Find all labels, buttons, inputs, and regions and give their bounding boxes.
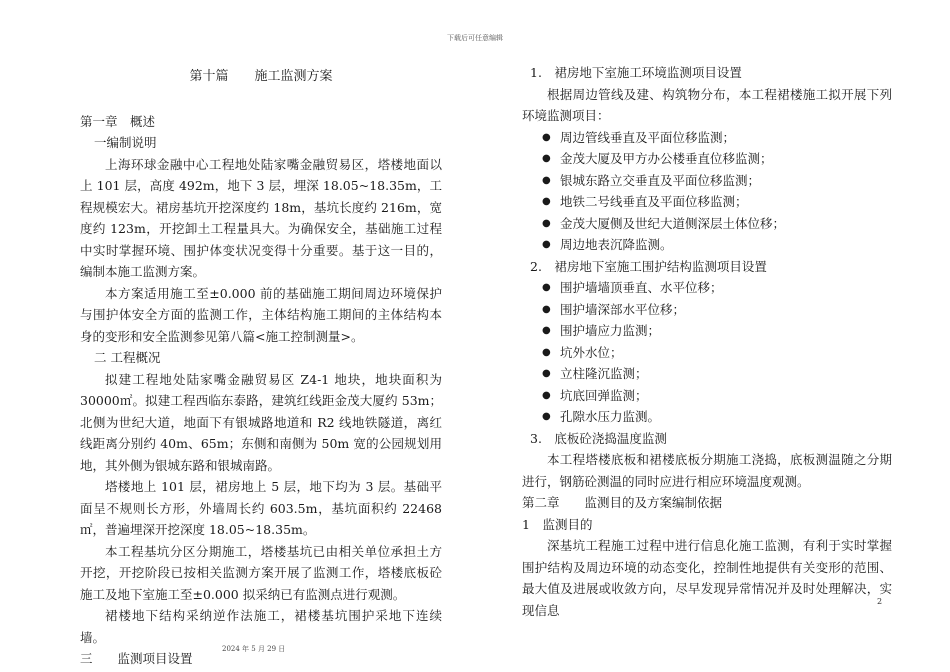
paragraph: 深基坑工程施工过程中进行信息化施工监测，有利于实时掌握围护结构及周边环境的动态变化，控制性地提供有关变形的范围、最大值及进展或收敛方向，尽早发现异常情况并及时处理解决，实现信息 <box>522 538 892 618</box>
chapter-heading: 第二章 监测目的及方案编制依据 <box>522 495 723 510</box>
paragraph: 根据周边管线及建、构筑物分布，本工程裙楼施工拟开展下列环境监测项目： <box>522 86 892 123</box>
chapter-heading: 第一章 概述 <box>80 113 156 129</box>
page-header: 下载后可任意编辑 <box>447 34 503 42</box>
document-title: 第十篇 施工监测方案 <box>189 69 333 84</box>
list-item: ● 坑底回弹监测； <box>522 385 892 407</box>
left-column <box>80 62 442 670</box>
list-item: ● 围护墙深部水平位移； <box>522 299 892 321</box>
list-item: ● 围护墙墙顶垂直、水平位移； <box>522 277 892 299</box>
list-item: ● 周边管线垂直及平面位移监测； <box>522 127 892 149</box>
paragraph: 上海环球金融中心工程地处陆家嘴金融贸易区，塔楼地面以上 101 层，高度 492m，地下 3 层，埋深 18.05~18.35m，工程规模宏大。裙房基坑开挖深度约 18m，基坑长度约 216m，宽度约 123m，开挖卸土工程量具大。为确保安全，基础施工过程中实时掌握环境、围护体变状况变得十分重要。基于这一目的，编制本施工监测方案。 <box>80 156 442 279</box>
paragraph: 本工程塔楼底板和裙楼底板分期施工浇捣，底板测温随之分期进行，钢筋砼测温的同时应进行相应环境温度观测。 <box>522 452 892 489</box>
section-heading: 1 监测目的 <box>522 516 593 532</box>
numbered-heading: 2. 裙房地下室施工围护结构监测项目设置 <box>530 258 767 274</box>
section-heading: 二 工程概况 <box>94 350 161 365</box>
page-footer-date: 2024 年 5 月 29 日 <box>222 645 286 653</box>
list-item: ● 金茂大厦及甲方办公楼垂直位移监测； <box>522 148 892 170</box>
paragraph: 本方案适用施工至±0.000 前的基础施工期间周边环境保护与围护体安全方面的监测工作，主体结构施工期间的主体结构本身的变形和安全监测参见第八篇<施工控制测量>。 <box>80 285 442 344</box>
paragraph: 塔楼地上 101 层，裙房地上 5 层，地下均为 3 层。基础平面呈不规则长方形，外墙周长约 603.5m，基坑面积约 22468㎡，普遍埋深开挖深度 18.05~18.35m。 <box>80 479 442 537</box>
right-column <box>522 62 892 621</box>
numbered-heading: 3. 底板砼浇捣温度监测 <box>530 430 667 446</box>
list-item: ● 孔隙水压力监测。 <box>522 406 892 428</box>
list-item: ● 坑外水位； <box>522 342 892 364</box>
list-item: ● 银城东路立交垂直及平面位移监测； <box>522 170 892 192</box>
list-item: ● 周边地表沉降监测。 <box>522 234 892 256</box>
list-item: ● 金茂大厦侧及世纪大道侧深层土体位移； <box>522 213 892 235</box>
paragraph: 拟建工程地处陆家嘴金融贸易区 Z4-1 地块，地块面积为 30000㎡。拟建工程西临东泰路，建筑红线距金茂大厦约 53m；北侧为世纪大道，地面下有银城路地道和 R2 线地铁隧道，离红线距离分别约 40m、65m；东侧和南侧为 50m 宽的公园规划用地，其外侧为银城东路和银城南路。 <box>80 371 442 473</box>
page-number: 2 <box>877 597 883 606</box>
paragraph: 本工程基坑分区分期施工，塔楼基坑已由相关单位承担土方开挖，开挖阶段已按相关监测方案开展了监测工作，塔楼底板砼施工及地下室施工至±0.000 拟采纳已有监测点进行观测。 <box>80 543 442 602</box>
paragraph: 裙楼地下结构采纳逆作法施工，裙楼基坑围护采地下连续墙。 <box>80 608 442 645</box>
list-item: ● 立柱隆沉监测； <box>522 363 892 385</box>
section-heading: 一编制说明 <box>94 135 157 150</box>
list-item: ● 地铁二号线垂直及平面位移监测； <box>522 191 892 213</box>
numbered-heading: 1. 裙房地下室施工环境监测项目设置 <box>530 65 742 80</box>
section-heading: 三 监测项目设置 <box>80 651 193 666</box>
list-item: ● 围护墙应力监测； <box>522 320 892 342</box>
